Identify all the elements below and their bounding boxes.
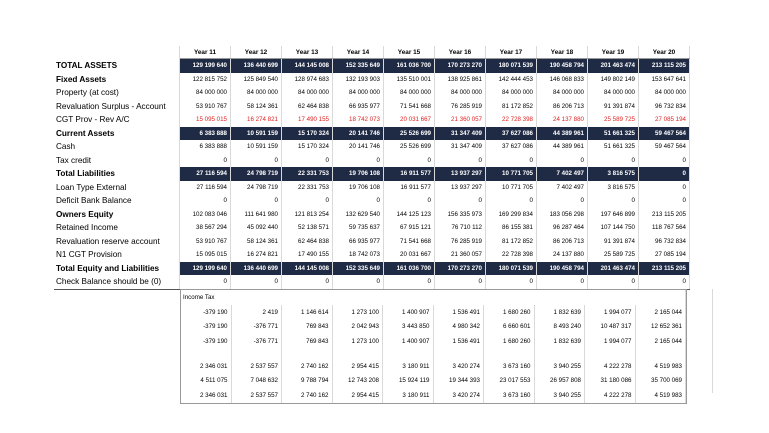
value-cell[interactable]: 161 036 700: [384, 262, 435, 276]
income-tax-cell[interactable]: 2 537 557: [231, 388, 282, 403]
value-cell[interactable]: 45 092 440: [231, 221, 282, 235]
value-cell[interactable]: 7 402 497: [537, 167, 588, 181]
value-cell[interactable]: 0: [384, 194, 435, 208]
sheet-row: [54, 248, 690, 262]
value-cell[interactable]: 0: [231, 154, 282, 168]
value-cell[interactable]: 24 798 719: [231, 167, 282, 181]
value-cell[interactable]: 22 331 753: [282, 167, 333, 181]
value-cell[interactable]: 138 925 861: [435, 73, 486, 87]
year-header-cell[interactable]: Year 12: [231, 46, 282, 59]
income-tax-cell[interactable]: 2 042 943: [332, 319, 383, 334]
value-cell[interactable]: 16 274 821: [231, 113, 282, 127]
value-cell[interactable]: 76 710 112: [435, 221, 486, 235]
value-cell[interactable]: 7 402 497: [537, 181, 588, 195]
value-cell[interactable]: 0: [639, 194, 690, 208]
row-label[interactable]: Fixed Assets: [54, 73, 180, 87]
value-cell[interactable]: 0: [639, 275, 690, 289]
income-tax-cell[interactable]: 9 788 794: [282, 373, 333, 388]
value-cell[interactable]: 0: [537, 154, 588, 168]
value-cell[interactable]: 16 911 577: [384, 167, 435, 181]
income-tax-cell[interactable]: 1 146 614: [282, 305, 333, 320]
value-cell[interactable]: 81 172 852: [486, 235, 537, 249]
income-tax-table: [181, 290, 686, 403]
value-cell[interactable]: 31 347 409: [435, 127, 486, 141]
value-cell[interactable]: 24 137 880: [537, 113, 588, 127]
value-cell[interactable]: 53 910 767: [180, 100, 231, 114]
income-tax-cell[interactable]: 2 740 162: [282, 388, 333, 403]
value-cell[interactable]: 0: [435, 154, 486, 168]
value-cell[interactable]: 170 273 270: [435, 262, 486, 276]
sheet-row: [54, 167, 690, 181]
value-cell[interactable]: 86 206 713: [537, 100, 588, 114]
income-tax-section: [180, 289, 687, 404]
value-cell[interactable]: 201 463 474: [588, 59, 639, 73]
income-tax-cell[interactable]: 4 222 278: [585, 388, 636, 403]
value-cell[interactable]: 62 464 838: [282, 100, 333, 114]
value-cell[interactable]: 84 000 000: [384, 86, 435, 100]
value-cell[interactable]: 86 206 713: [537, 235, 588, 249]
income-tax-cell[interactable]: 3 940 255: [534, 388, 585, 403]
sheet-row: [54, 181, 690, 195]
value-cell[interactable]: 190 458 794: [537, 262, 588, 276]
income-tax-cell[interactable]: 1 832 639: [534, 305, 585, 320]
income-tax-row: [181, 319, 686, 334]
year-header-cell[interactable]: Year 15: [384, 46, 435, 59]
income-tax-cell[interactable]: 1 994 077: [585, 305, 636, 320]
value-cell[interactable]: 129 199 640: [180, 59, 231, 73]
income-tax-cell[interactable]: 3 180 911: [383, 388, 434, 403]
value-cell[interactable]: 0: [486, 194, 537, 208]
value-cell[interactable]: 170 273 270: [435, 59, 486, 73]
income-tax-cell[interactable]: 23 017 553: [484, 373, 535, 388]
value-cell[interactable]: 84 000 000: [180, 86, 231, 100]
value-cell[interactable]: 84 000 000: [588, 86, 639, 100]
value-cell[interactable]: 67 915 121: [384, 221, 435, 235]
value-cell[interactable]: 0: [333, 194, 384, 208]
value-cell[interactable]: 213 115 205: [639, 262, 690, 276]
sheet-row: [54, 275, 690, 289]
value-cell[interactable]: 180 071 539: [486, 262, 537, 276]
row-label[interactable]: Property (at cost): [54, 86, 180, 100]
value-cell[interactable]: 81 172 852: [486, 100, 537, 114]
value-cell[interactable]: 21 360 057: [435, 113, 486, 127]
value-cell[interactable]: 20 141 746: [333, 140, 384, 154]
value-cell[interactable]: 146 068 833: [537, 73, 588, 87]
value-cell[interactable]: 20 031 667: [384, 113, 435, 127]
value-cell[interactable]: 6 383 888: [180, 127, 231, 141]
income-tax-cell[interactable]: 3 673 160: [484, 388, 535, 403]
value-cell[interactable]: 136 440 699: [231, 262, 282, 276]
value-cell[interactable]: 0: [639, 167, 690, 181]
income-tax-cell[interactable]: 1 832 639: [534, 334, 585, 349]
value-cell[interactable]: 25 526 699: [384, 127, 435, 141]
year-header-cell[interactable]: Year 14: [333, 46, 384, 59]
value-cell[interactable]: 71 541 668: [384, 100, 435, 114]
value-cell[interactable]: 0: [588, 154, 639, 168]
value-cell[interactable]: 0: [435, 275, 486, 289]
value-cell[interactable]: 144 145 008: [282, 262, 333, 276]
sheet-row: [54, 194, 690, 208]
value-cell[interactable]: 66 935 977: [333, 235, 384, 249]
value-cell[interactable]: 44 389 961: [537, 127, 588, 141]
header-corner: [54, 46, 180, 59]
value-cell[interactable]: 59 467 564: [639, 140, 690, 154]
value-cell[interactable]: 59 467 564: [639, 127, 690, 141]
value-cell[interactable]: 91 391 874: [588, 100, 639, 114]
value-cell[interactable]: 51 661 325: [588, 127, 639, 141]
year-header-cell[interactable]: Year 17: [486, 46, 537, 59]
value-cell[interactable]: 180 071 539: [486, 59, 537, 73]
income-tax-cell[interactable]: 2 346 031: [181, 388, 231, 403]
value-cell[interactable]: 13 937 297: [435, 167, 486, 181]
value-cell[interactable]: 153 647 641: [639, 73, 690, 87]
value-cell[interactable]: 25 589 725: [588, 248, 639, 262]
value-cell[interactable]: 76 285 919: [435, 100, 486, 114]
value-cell[interactable]: 24 137 880: [537, 248, 588, 262]
value-cell[interactable]: 0: [384, 154, 435, 168]
value-cell[interactable]: 132 193 903: [333, 73, 384, 87]
sheet-row: [54, 127, 690, 141]
value-cell[interactable]: 96 732 834: [639, 235, 690, 249]
income-tax-cell[interactable]: 19 344 393: [433, 373, 484, 388]
value-cell[interactable]: 84 000 000: [486, 86, 537, 100]
value-cell[interactable]: 37 627 086: [486, 127, 537, 141]
value-cell[interactable]: 44 389 961: [537, 140, 588, 154]
income-tax-cell[interactable]: 3 420 274: [433, 359, 484, 374]
value-cell[interactable]: 19 706 108: [333, 167, 384, 181]
value-cell[interactable]: 19 706 108: [333, 181, 384, 195]
value-cell[interactable]: 21 360 057: [435, 248, 486, 262]
income-tax-cell[interactable]: 2 165 044: [635, 334, 686, 349]
value-cell[interactable]: 0: [588, 194, 639, 208]
sheet-row: [54, 73, 690, 87]
value-cell[interactable]: 84 000 000: [231, 86, 282, 100]
value-cell[interactable]: 96 732 834: [639, 100, 690, 114]
value-cell[interactable]: 125 849 540: [231, 73, 282, 87]
value-cell[interactable]: 62 464 838: [282, 235, 333, 249]
income-tax-cell[interactable]: 1 536 491: [433, 305, 484, 320]
value-cell[interactable]: 27 085 194: [639, 113, 690, 127]
income-tax-cell[interactable]: 1 400 907: [383, 334, 434, 349]
value-cell[interactable]: 84 000 000: [537, 86, 588, 100]
income-tax-cell[interactable]: 2 346 031: [181, 359, 231, 374]
income-tax-cell[interactable]: 769 843: [282, 334, 333, 349]
value-cell[interactable]: 84 000 000: [639, 86, 690, 100]
value-cell[interactable]: 111 641 980: [231, 208, 282, 222]
value-cell[interactable]: 76 285 919: [435, 235, 486, 249]
row-label[interactable]: CGT Prov - Rev A/C: [54, 113, 180, 127]
income-tax-cell[interactable]: 7 048 632: [231, 373, 282, 388]
income-tax-cell[interactable]: 3 940 255: [534, 359, 585, 374]
income-tax-cell[interactable]: 35 700 069: [635, 373, 686, 388]
value-cell[interactable]: 20 141 746: [333, 127, 384, 141]
income-tax-cell[interactable]: -379 190: [181, 319, 231, 334]
income-tax-cell[interactable]: 2 419: [231, 305, 282, 320]
sheet-row: [54, 113, 690, 127]
value-cell[interactable]: 0: [231, 275, 282, 289]
value-cell[interactable]: 201 463 474: [588, 262, 639, 276]
value-cell[interactable]: 25 589 725: [588, 113, 639, 127]
row-label[interactable]: Revaluation reserve account: [54, 235, 180, 249]
value-cell[interactable]: 10 591 159: [231, 140, 282, 154]
value-cell[interactable]: 0: [231, 194, 282, 208]
value-cell[interactable]: 86 155 381: [486, 221, 537, 235]
value-cell[interactable]: 0: [180, 154, 231, 168]
value-cell[interactable]: 144 125 123: [384, 208, 435, 222]
income-tax-cell[interactable]: 3 673 160: [484, 359, 535, 374]
income-tax-cell[interactable]: 6 660 601: [484, 319, 535, 334]
sheet-row: [54, 154, 690, 168]
income-tax-cell[interactable]: 2 165 044: [635, 305, 686, 320]
value-cell[interactable]: 107 144 750: [588, 221, 639, 235]
income-tax-cell[interactable]: 769 843: [282, 319, 333, 334]
value-cell[interactable]: 156 335 973: [435, 208, 486, 222]
value-cell[interactable]: 15 095 015: [180, 248, 231, 262]
value-cell[interactable]: 213 115 205: [639, 59, 690, 73]
value-cell[interactable]: 0: [282, 194, 333, 208]
year-header-cell[interactable]: Year 18: [537, 46, 588, 59]
row-label[interactable]: TOTAL ASSETS: [54, 59, 180, 73]
income-tax-cell[interactable]: 2 537 557: [231, 359, 282, 374]
value-cell[interactable]: 52 138 571: [282, 221, 333, 235]
value-cell[interactable]: 58 124 361: [231, 100, 282, 114]
value-cell[interactable]: 0: [486, 275, 537, 289]
row-label[interactable]: N1 CGT Provision: [54, 248, 180, 262]
row-label[interactable]: Total Equity and Liabilities: [54, 262, 180, 276]
value-cell[interactable]: 27 116 594: [180, 167, 231, 181]
income-tax-cell[interactable]: 2 954 415: [332, 359, 383, 374]
income-tax-cell[interactable]: 8 493 240: [534, 319, 585, 334]
value-cell[interactable]: 121 813 254: [282, 208, 333, 222]
income-tax-cell[interactable]: -376 771: [231, 319, 282, 334]
spacer-row: [181, 349, 686, 359]
value-cell[interactable]: 15 170 324: [282, 127, 333, 141]
value-cell[interactable]: 53 910 767: [180, 235, 231, 249]
value-cell[interactable]: 102 083 046: [180, 208, 231, 222]
value-cell[interactable]: 135 510 001: [384, 73, 435, 87]
income-tax-cell[interactable]: 2 740 162: [282, 359, 333, 374]
value-cell[interactable]: 16 274 821: [231, 248, 282, 262]
value-cell[interactable]: 96 287 464: [537, 221, 588, 235]
income-tax-cell[interactable]: -379 190: [181, 305, 231, 320]
row-label[interactable]: Deficit Bank Balance: [54, 194, 180, 208]
value-cell[interactable]: 15 170 324: [282, 140, 333, 154]
value-cell[interactable]: 122 815 752: [180, 73, 231, 87]
row-label[interactable]: Loan Type External: [54, 181, 180, 195]
sheet-row: [54, 100, 690, 114]
value-cell[interactable]: 15 095 015: [180, 113, 231, 127]
value-cell[interactable]: 3 816 575: [588, 181, 639, 195]
value-cell[interactable]: 22 728 398: [486, 248, 537, 262]
value-cell[interactable]: 0: [486, 154, 537, 168]
income-tax-cell[interactable]: 1 536 491: [433, 334, 484, 349]
sheet-row: [54, 262, 690, 276]
income-tax-cell[interactable]: 4 222 278: [585, 359, 636, 374]
sheet-row: [54, 208, 690, 222]
income-tax-cell[interactable]: 1 680 260: [484, 305, 535, 320]
value-cell[interactable]: 24 798 719: [231, 181, 282, 195]
value-cell[interactable]: 190 458 794: [537, 59, 588, 73]
value-cell[interactable]: 0: [588, 275, 639, 289]
income-tax-cell[interactable]: 2 954 415: [332, 388, 383, 403]
value-cell[interactable]: 142 444 453: [486, 73, 537, 87]
value-cell[interactable]: 136 440 699: [231, 59, 282, 73]
value-cell[interactable]: 91 391 874: [588, 235, 639, 249]
value-cell[interactable]: 118 767 564: [639, 221, 690, 235]
value-cell[interactable]: 0: [639, 181, 690, 195]
year-header-cell[interactable]: Year 13: [282, 46, 333, 59]
income-tax-cell[interactable]: -379 190: [181, 334, 231, 349]
value-cell[interactable]: 13 937 297: [435, 181, 486, 195]
sheet-row: [54, 140, 690, 154]
income-tax-cell[interactable]: 1 273 100: [332, 305, 383, 320]
value-cell[interactable]: 27 116 594: [180, 181, 231, 195]
value-cell[interactable]: 22 331 753: [282, 181, 333, 195]
value-cell[interactable]: 59 735 637: [333, 221, 384, 235]
income-tax-cell[interactable]: 3 180 911: [383, 359, 434, 374]
income-tax-cell[interactable]: 3 443 850: [383, 319, 434, 334]
value-cell[interactable]: 161 036 700: [384, 59, 435, 73]
income-tax-cell[interactable]: -376 771: [231, 334, 282, 349]
year-header-cell[interactable]: Year 19: [588, 46, 639, 59]
value-cell[interactable]: 0: [180, 194, 231, 208]
value-cell[interactable]: 17 490 155: [282, 248, 333, 262]
year-header-cell[interactable]: Year 20: [639, 46, 690, 59]
value-cell[interactable]: 129 199 640: [180, 262, 231, 276]
value-cell[interactable]: 27 085 194: [639, 248, 690, 262]
year-header-cell[interactable]: Year 11: [180, 46, 231, 59]
row-label[interactable]: Current Assets: [54, 127, 180, 141]
value-cell[interactable]: 84 000 000: [333, 86, 384, 100]
value-cell[interactable]: 152 335 649: [333, 262, 384, 276]
row-label[interactable]: Cash: [54, 140, 180, 154]
value-cell[interactable]: 10 771 705: [486, 181, 537, 195]
sheet-row: [54, 235, 690, 249]
value-cell[interactable]: 84 000 000: [435, 86, 486, 100]
value-cell[interactable]: 0: [282, 154, 333, 168]
value-cell[interactable]: 149 802 149: [588, 73, 639, 87]
value-cell[interactable]: 0: [537, 194, 588, 208]
income-tax-cell[interactable]: 4 519 983: [635, 388, 686, 403]
value-cell[interactable]: 169 299 834: [486, 208, 537, 222]
sheet-row: [54, 221, 690, 235]
income-tax-cell[interactable]: 1 680 260: [484, 334, 535, 349]
income-tax-cell[interactable]: 4 980 342: [433, 319, 484, 334]
income-tax-cell[interactable]: 3 420 274: [433, 388, 484, 403]
income-tax-cell[interactable]: 1 400 907: [383, 305, 434, 320]
value-cell[interactable]: 51 661 325: [588, 140, 639, 154]
value-cell[interactable]: 31 347 409: [435, 140, 486, 154]
row-label[interactable]: Tax credit: [54, 154, 180, 168]
value-cell[interactable]: 18 742 073: [333, 248, 384, 262]
value-cell[interactable]: 197 646 899: [588, 208, 639, 222]
income-tax-cell[interactable]: 15 924 119: [383, 373, 434, 388]
value-cell[interactable]: 25 526 699: [384, 140, 435, 154]
income-tax-cell[interactable]: 31 180 086: [585, 373, 636, 388]
row-label[interactable]: Total Liabilities: [54, 167, 180, 181]
balance-sheet-table: [54, 46, 690, 290]
value-cell[interactable]: 16 911 577: [384, 181, 435, 195]
value-cell[interactable]: 128 974 683: [282, 73, 333, 87]
sheet-row: [54, 86, 690, 100]
value-cell[interactable]: 22 728 398: [486, 113, 537, 127]
value-cell[interactable]: 38 567 294: [180, 221, 231, 235]
value-cell[interactable]: 213 115 205: [639, 208, 690, 222]
income-tax-cell[interactable]: 26 957 808: [534, 373, 585, 388]
value-cell[interactable]: 6 383 888: [180, 140, 231, 154]
balance-sheet: [54, 46, 690, 290]
value-cell[interactable]: 0: [333, 275, 384, 289]
year-header-cell[interactable]: Year 16: [435, 46, 486, 59]
value-cell[interactable]: 66 935 977: [333, 100, 384, 114]
income-tax-cell[interactable]: 4 511 075: [181, 373, 231, 388]
income-tax-row: [181, 334, 686, 349]
income-tax-row: [181, 388, 686, 403]
value-cell[interactable]: 144 145 008: [282, 59, 333, 73]
scroll-divider: [712, 289, 713, 393]
value-cell[interactable]: 0: [333, 154, 384, 168]
value-cell[interactable]: 0: [282, 275, 333, 289]
value-cell[interactable]: 10 771 705: [486, 167, 537, 181]
income-tax-row: [181, 359, 686, 374]
value-cell[interactable]: 0: [639, 154, 690, 168]
value-cell[interactable]: 84 000 000: [282, 86, 333, 100]
income-tax-title: Income Tax: [181, 290, 686, 305]
value-cell[interactable]: 0: [384, 275, 435, 289]
income-tax-cell[interactable]: 12 743 208: [332, 373, 383, 388]
income-tax-row: [181, 305, 686, 320]
value-cell[interactable]: 17 490 155: [282, 113, 333, 127]
sheet-row: [54, 59, 690, 73]
value-cell[interactable]: 37 627 086: [486, 140, 537, 154]
value-cell[interactable]: 3 816 575: [588, 167, 639, 181]
value-cell[interactable]: 10 591 159: [231, 127, 282, 141]
value-cell[interactable]: 152 335 649: [333, 59, 384, 73]
value-cell[interactable]: 58 124 361: [231, 235, 282, 249]
row-label[interactable]: Revaluation Surplus - Account: [54, 100, 180, 114]
row-label[interactable]: Check Balance should be (0): [54, 275, 180, 289]
value-cell[interactable]: 0: [180, 275, 231, 289]
value-cell[interactable]: 18 742 073: [333, 113, 384, 127]
value-cell[interactable]: 71 541 668: [384, 235, 435, 249]
income-tax-cell[interactable]: 1 273 100: [332, 334, 383, 349]
value-cell[interactable]: 20 031 667: [384, 248, 435, 262]
value-cell[interactable]: 0: [435, 194, 486, 208]
income-tax-cell[interactable]: 1 994 077: [585, 334, 636, 349]
row-label[interactable]: Retained Income: [54, 221, 180, 235]
year-header-row: [54, 46, 690, 59]
income-tax-cell[interactable]: 4 519 983: [635, 359, 686, 374]
income-tax-row: [181, 373, 686, 388]
value-cell[interactable]: 183 056 298: [537, 208, 588, 222]
income-tax-cell[interactable]: 10 487 317: [585, 319, 636, 334]
income-tax-cell[interactable]: 12 652 361: [635, 319, 686, 334]
value-cell[interactable]: 0: [537, 275, 588, 289]
value-cell[interactable]: 132 629 540: [333, 208, 384, 222]
row-label[interactable]: Owners Equity: [54, 208, 180, 222]
